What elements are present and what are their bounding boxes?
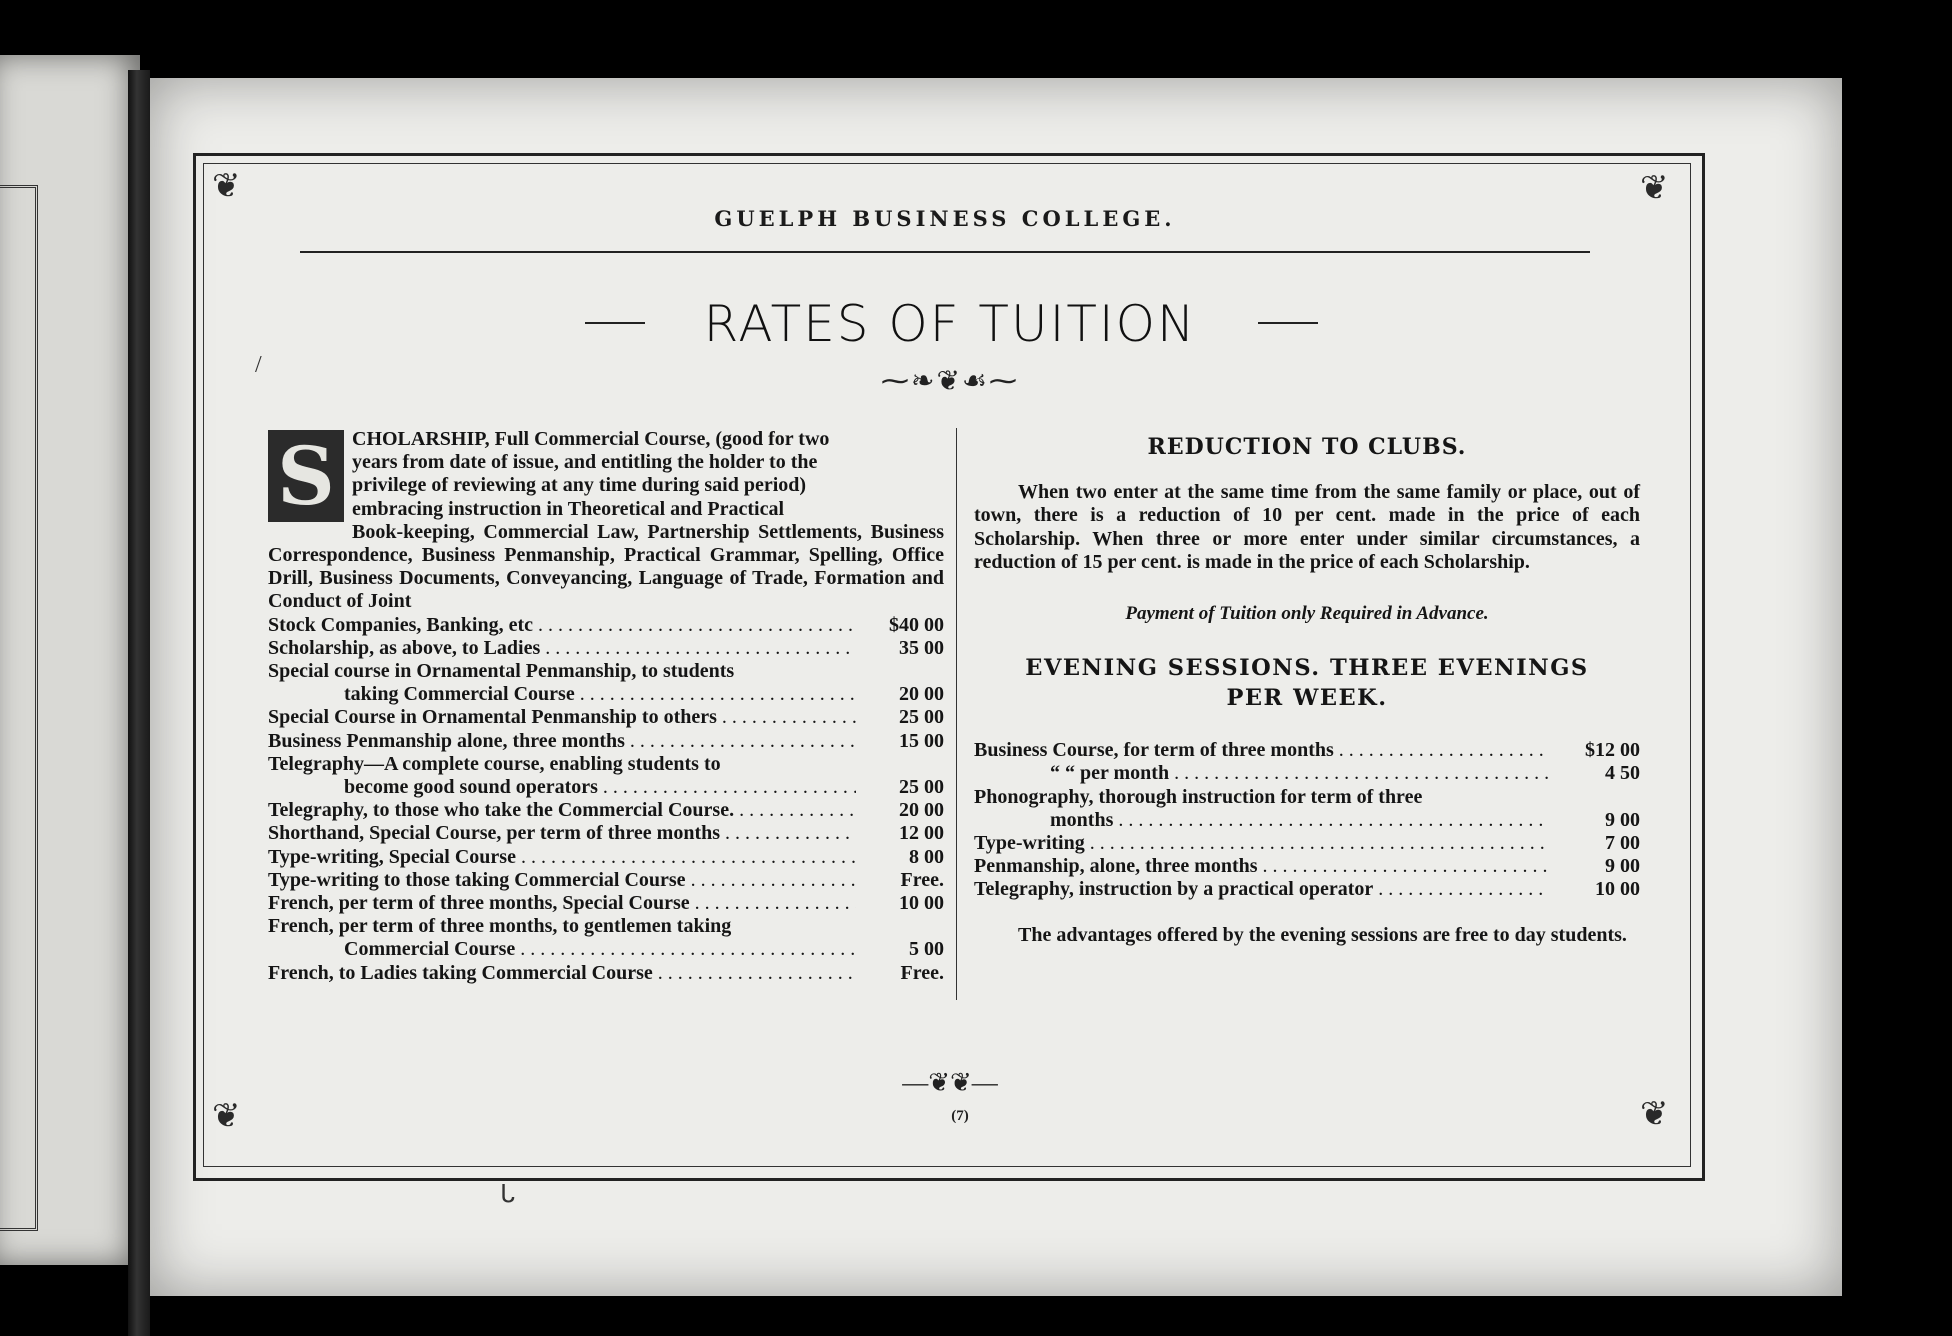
price-row-description: Commercial Course . . . [268, 938, 856, 961]
tuition-price-list [268, 614, 944, 985]
price-row-description: “ “ per month . . . [974, 762, 1548, 785]
intro-line: embracing instruction in Theoretical and Practical [352, 497, 785, 520]
price-row-description: Type-writing . . . [974, 832, 1548, 855]
leaf-corner-ornament-icon: ❦ [1640, 1096, 1669, 1133]
price-row [268, 822, 944, 845]
price-row [268, 846, 944, 869]
page-title: RATES OF TUITION [703, 295, 1197, 353]
price-row [974, 832, 1640, 855]
evening-and-clubs-column [974, 428, 1640, 947]
price-row-amount: 10 00 [1595, 878, 1640, 901]
price-row-description: French, to Ladies taking Commercial Course . . . [268, 962, 856, 985]
price-row-amount: 9 00 [1605, 808, 1640, 831]
price-row-amount: 12 00 [899, 822, 944, 845]
evening-footer-note: The advantages offered by the evening sessions are free to day students. [1018, 923, 1627, 946]
intro-line: privilege of reviewing at any time during said period) [352, 474, 807, 497]
price-row [268, 614, 944, 637]
price-row-amount: 4 50 [1605, 762, 1640, 785]
intro-line: CHOLARSHIP, Full Commercial Course, (good for two [352, 428, 830, 450]
price-row [974, 739, 1640, 762]
header-rule [300, 251, 1590, 253]
price-row [268, 892, 944, 915]
price-row-description: Special course in Ornamental Penmanship, to students [268, 660, 735, 683]
evening-heading-line-2: PER WEEK. [1226, 685, 1388, 712]
price-row-description: Telegraphy, instruction by a practical operator . . . [974, 878, 1548, 901]
price-row-amount: 5 00 [909, 938, 944, 961]
evening-heading-line-1: EVENING SESSIONS. THREE EVENINGS [1025, 655, 1589, 682]
evening-price-list [974, 739, 1640, 901]
price-row [268, 799, 944, 822]
price-row-description: months . . . [974, 809, 1548, 832]
price-row-description: French, per term of three months, Special Course . . . [268, 892, 856, 915]
price-row-amount: 25 00 [899, 776, 944, 799]
fleuron-divider-icon: ⁓❧❦☙⁓ [880, 366, 1020, 397]
intro-line: years from date of issue, and entitling the holder to the [352, 451, 818, 474]
left-page-border [0, 185, 38, 1231]
price-row-amount: 10 00 [899, 892, 944, 915]
price-row [268, 706, 944, 729]
price-row-description: Special Course in Ornamental Penmanship to others . . . [268, 706, 856, 729]
price-row [974, 855, 1640, 878]
clubs-heading: REDUCTION TO CLUBS. [1147, 434, 1467, 460]
scholarship-intro [268, 428, 944, 614]
price-row-amount: Free. [900, 868, 944, 891]
price-row-amount: 8 00 [909, 845, 944, 868]
adjacent-left-page [0, 55, 140, 1265]
price-row-description: Type-writing, Special Course . . . [268, 846, 856, 869]
price-row [268, 915, 944, 938]
tuition-rates-column [268, 428, 944, 985]
clubs-text: When two enter at the same time from the same family or place, out of town, there is a reduction of 10 per cent. made in the price of each Scholarship. When three or more enter under similar circumstances, a reduction of 15 per cent. is made in the price of each Scholarship. [974, 481, 1640, 573]
price-row-description: French, per term of three months, to gentlemen taking [268, 915, 732, 938]
intro-continuation: Book-keeping, Commercial Law, Partnership Settlements, Business Correspondence, Business Penmanship, Practical Grammar, Spelling, Office Drill, Business Documents, Conveyancing, Language of Trade, Formation and Conduct of Joint [268, 520, 944, 613]
price-row [268, 683, 944, 706]
price-row [974, 809, 1640, 832]
price-row [268, 660, 944, 683]
price-row-description: Business Course, for term of three months . . . [974, 739, 1548, 762]
evening-sessions-heading [974, 653, 1640, 713]
price-row-description: taking Commercial Course . . . [268, 683, 856, 706]
leaf-corner-ornament-icon: ❦ [212, 168, 241, 205]
price-row [974, 762, 1640, 785]
price-row-amount: 9 00 [1605, 855, 1640, 878]
price-row-amount: 35 00 [899, 636, 944, 659]
price-row-description: Phonography, thorough instruction for term of three [974, 785, 1423, 808]
price-row [268, 869, 944, 892]
stray-mark: ᒐ [500, 1182, 516, 1208]
price-row-amount: 7 00 [1605, 832, 1640, 855]
price-row-description: Telegraphy—A complete course, enabling students to [268, 752, 721, 775]
college-header: GUELPH BUSINESS COLLEGE. [714, 206, 1176, 231]
price-row-amount: 20 00 [899, 799, 944, 822]
price-row-amount: 15 00 [899, 729, 944, 752]
column-rule [956, 428, 957, 1000]
price-row-amount: Free. [900, 961, 944, 984]
price-row-description: Business Penmanship alone, three months . . . [268, 730, 856, 753]
leaf-corner-ornament-icon: ❦ [1640, 170, 1669, 207]
page-number: (7) [951, 1108, 969, 1124]
price-row [268, 753, 944, 776]
price-row-amount: $40 00 [889, 613, 944, 636]
price-row-amount: $12 00 [1585, 739, 1640, 762]
price-row-description: Type-writing to those taking Commercial Course . . . [268, 869, 856, 892]
book-gutter [128, 70, 150, 1336]
price-row [268, 938, 944, 961]
price-row-description: Shorthand, Special Course, per term of three months . . . [268, 822, 856, 845]
price-row-description: Telegraphy, to those who take the Commercial Course. . . . [268, 799, 856, 822]
price-row [268, 776, 944, 799]
price-row [268, 730, 944, 753]
price-row-description: Stock Companies, Banking, etc . . . [268, 614, 856, 637]
payment-note: Payment of Tuition only Required in Advance. [1125, 603, 1489, 625]
price-row-description: Penmanship, alone, three months . . . [974, 855, 1548, 878]
price-row-description: Scholarship, as above, to Ladies . . . [268, 637, 856, 660]
price-row-amount: 20 00 [899, 683, 944, 706]
price-row-amount: 25 00 [899, 706, 944, 729]
price-row [268, 637, 944, 660]
bottom-fleuron-icon: —❦❦— [902, 1068, 998, 1097]
dropcap: S [268, 430, 344, 522]
price-row [974, 786, 1640, 809]
stray-mark: / [255, 352, 262, 378]
price-row-description: become good sound operators . . . [268, 776, 856, 799]
price-row [268, 962, 944, 985]
leaf-corner-ornament-icon: ❦ [212, 1098, 241, 1135]
price-row [974, 878, 1640, 901]
